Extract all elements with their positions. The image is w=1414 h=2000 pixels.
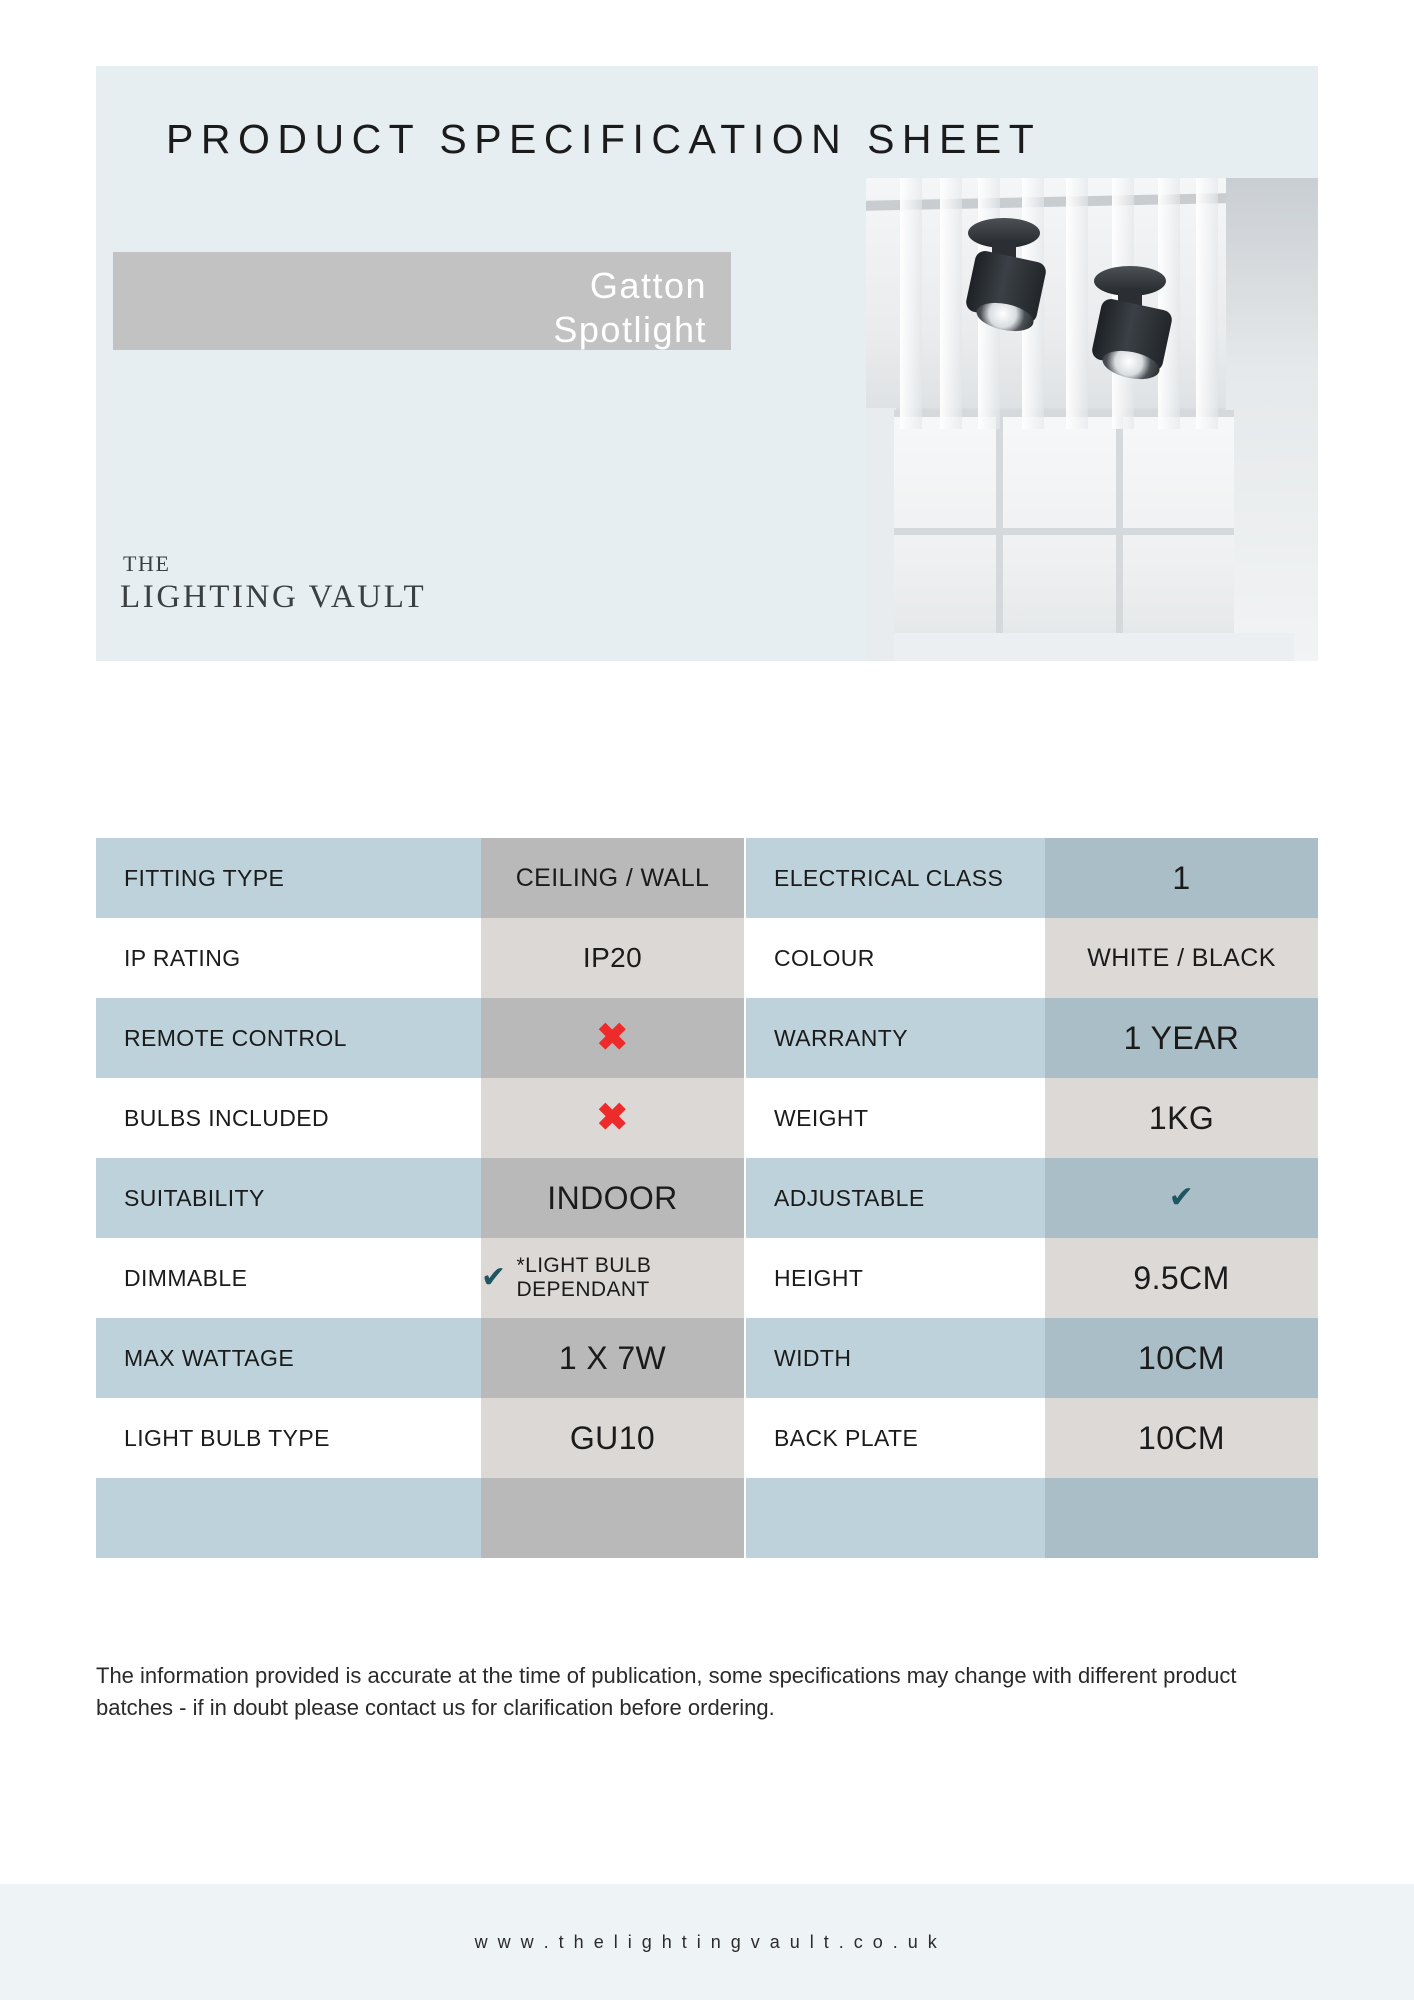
spacer-label-cell: [746, 1478, 1045, 1558]
spec-value-width: 10CM: [1045, 1318, 1318, 1398]
product-name-line1: Gatton: [589, 265, 707, 306]
table-row: [746, 998, 1318, 1078]
table-row: [96, 1078, 744, 1158]
spec-label-ip-rating: IP RATING: [96, 918, 481, 998]
footer-website-url[interactable]: w w w . t h e l i g h t i n g v a u l t . c o . u k: [474, 1931, 940, 1952]
table-row: [746, 1158, 1318, 1238]
spec-label-adjustable: ADJUSTABLE: [746, 1158, 1045, 1238]
cross-icon: ✖: [596, 1097, 629, 1139]
spec-label-width: WIDTH: [746, 1318, 1045, 1398]
photo-curtain-1: [900, 178, 922, 429]
spec-value-back-plate: 10CM: [1045, 1398, 1318, 1478]
spec-value-adjustable: [1045, 1158, 1318, 1238]
table-row: [96, 838, 744, 918]
page-title: PRODUCT SPECIFICATION SHEET: [166, 116, 1042, 162]
spec-value-warranty: 1 YEAR: [1045, 998, 1318, 1078]
spec-value-fitting-type: CEILING / WALL: [481, 838, 744, 918]
spec-label-bulbs-included: BULBS INCLUDED: [96, 1078, 481, 1158]
disclaimer-text: The information provided is accurate at the time of publication, some specifications may change with different product batches - if in doubt please contact us for clarification before ordering.: [96, 1663, 1237, 1720]
spec-label-height: HEIGHT: [746, 1238, 1045, 1318]
spec-column-right: [746, 838, 1318, 1558]
spec-label-back-plate: BACK PLATE: [746, 1398, 1045, 1478]
spacer-value-cell: [1045, 1478, 1318, 1558]
photo-window: [894, 410, 1234, 661]
spotlight-fixture-left: [958, 218, 1088, 358]
brand-logo: [120, 551, 426, 616]
product-photo: [866, 178, 1318, 661]
spacer-label-cell: [96, 1478, 481, 1558]
specification-table: [96, 838, 1318, 1598]
spec-label-remote-control: REMOTE CONTROL: [96, 998, 481, 1078]
spacer-value-cell: [481, 1478, 744, 1558]
table-row-spacer: [96, 1478, 744, 1558]
table-row: [96, 918, 744, 998]
photo-wall-right: [1226, 178, 1318, 661]
spec-value-light-bulb-type: GU10: [481, 1398, 744, 1478]
brand-the: THE: [123, 551, 171, 576]
spec-value-bulbs-included: [481, 1078, 744, 1158]
product-name-line2: Spotlight: [553, 309, 707, 350]
spec-value-dimmable: [481, 1238, 744, 1318]
photo-wall-left: [866, 408, 896, 661]
spec-value-remote-control: [481, 998, 744, 1078]
photo-window-mullion-2: [1116, 410, 1123, 661]
table-row: [96, 998, 744, 1078]
spec-value-colour: WHITE / BLACK: [1045, 918, 1318, 998]
photo-window-frame-mid: [894, 528, 1234, 535]
spec-value-max-wattage: 1 X 7W: [481, 1318, 744, 1398]
spec-label-colour: COLOUR: [746, 918, 1045, 998]
brand-name: LIGHTING VAULT: [120, 579, 427, 615]
photo-window-sill: [894, 633, 1294, 661]
dimmable-note: *LIGHT BULB DEPENDANT: [516, 1254, 652, 1301]
table-row: [746, 1238, 1318, 1318]
check-icon: ✔: [1168, 1181, 1195, 1214]
spec-value-height: 9.5CM: [1045, 1238, 1318, 1318]
table-row: [746, 1318, 1318, 1398]
spec-value-ip-rating: IP20: [481, 918, 744, 998]
spec-value-electrical-class: 1: [1045, 838, 1318, 918]
spec-label-fitting-type: FITTING TYPE: [96, 838, 481, 918]
spec-label-dimmable: DIMMABLE: [96, 1238, 481, 1318]
table-row: [746, 1078, 1318, 1158]
table-row: [746, 1398, 1318, 1478]
spec-label-electrical-class: ELECTRICAL CLASS: [746, 838, 1045, 918]
table-row: [746, 918, 1318, 998]
spec-value-weight: 1KG: [1045, 1078, 1318, 1158]
table-row: [96, 1238, 744, 1318]
spec-value-suitability: INDOOR: [481, 1158, 744, 1238]
spec-label-max-wattage: MAX WATTAGE: [96, 1318, 481, 1398]
check-icon: ✔: [481, 1261, 507, 1294]
spec-column-left: [96, 838, 744, 1558]
footer-bar: [0, 1884, 1414, 2000]
spec-label-weight: WEIGHT: [746, 1078, 1045, 1158]
spotlight-fixture-right: [1088, 266, 1228, 416]
table-row: [96, 1398, 744, 1478]
spec-label-suitability: SUITABILITY: [96, 1158, 481, 1238]
cross-icon: ✖: [596, 1017, 629, 1059]
table-row: [96, 1318, 744, 1398]
spec-label-light-bulb-type: LIGHT BULB TYPE: [96, 1398, 481, 1478]
table-row: [746, 838, 1318, 918]
table-row: [96, 1158, 744, 1238]
spec-label-warranty: WARRANTY: [746, 998, 1045, 1078]
product-name: [113, 254, 731, 348]
header-panel: [96, 66, 1318, 661]
photo-window-mullion-1: [996, 410, 1003, 661]
table-row-spacer: [746, 1478, 1318, 1558]
